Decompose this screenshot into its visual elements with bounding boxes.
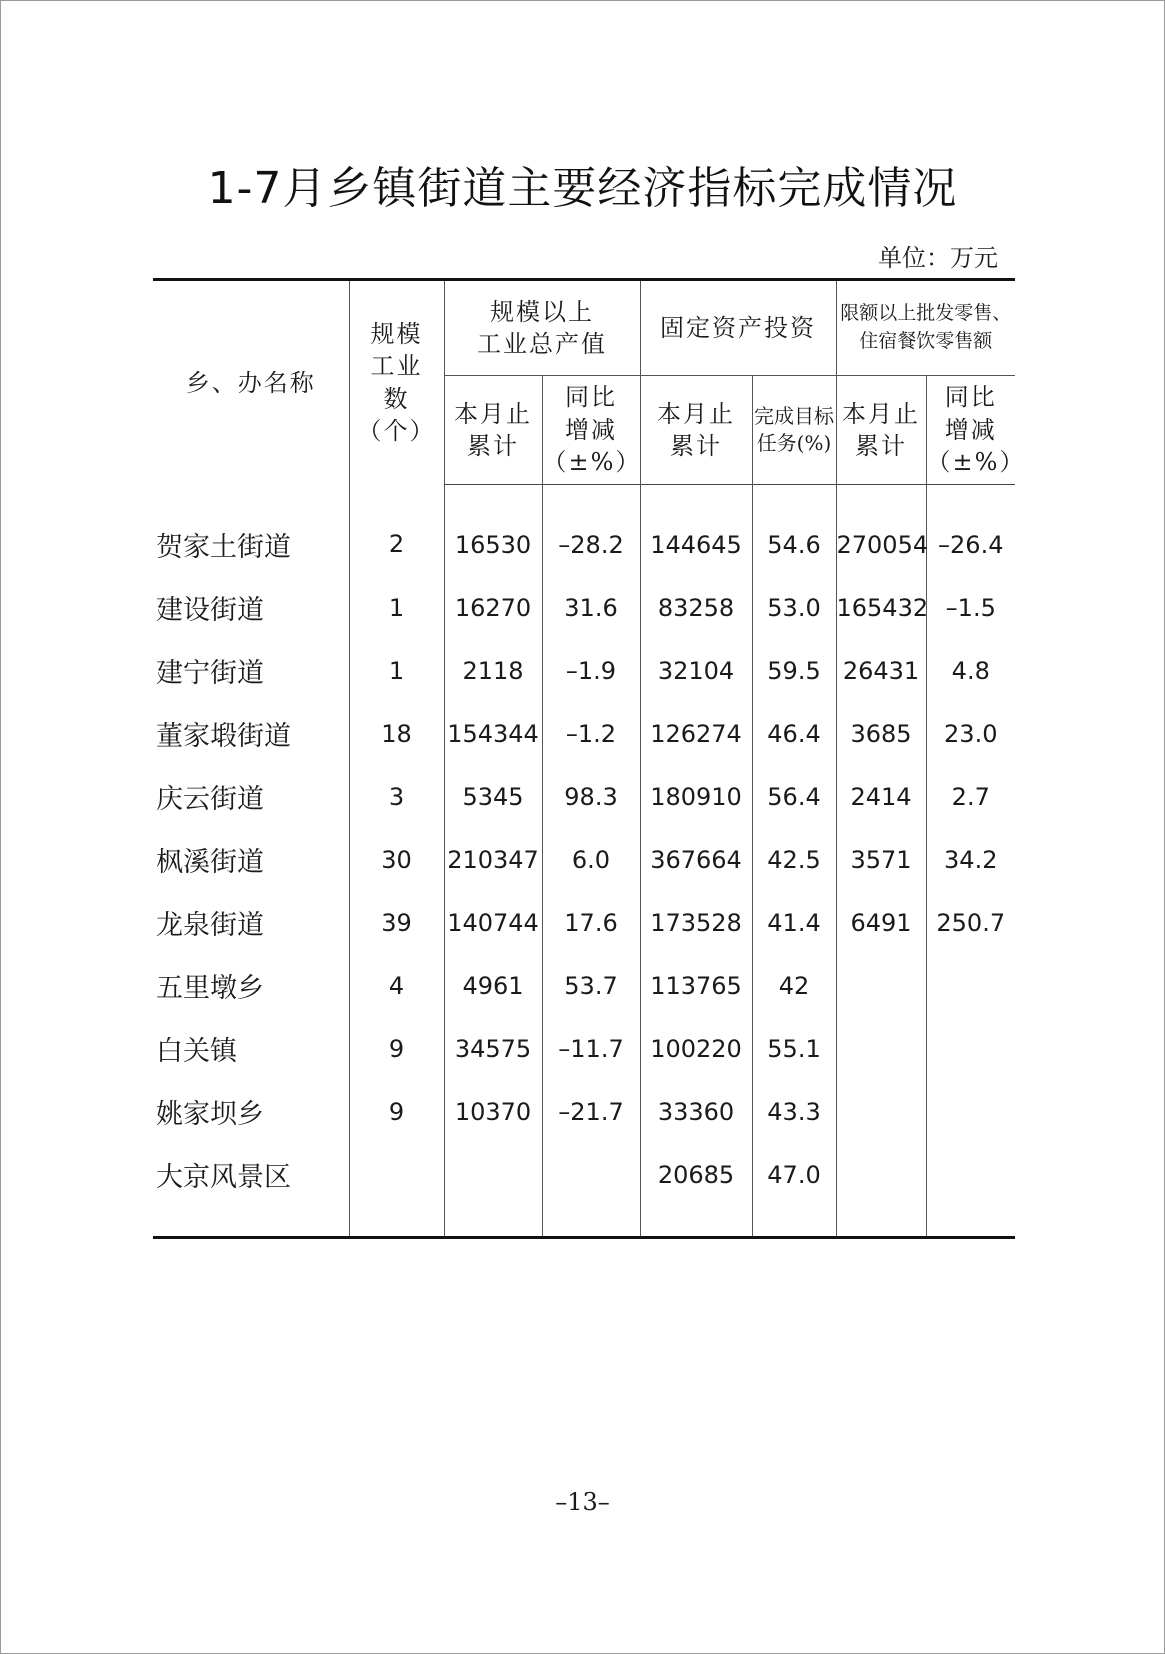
cell-industry-cumulative: 154344 [444, 702, 542, 765]
header-investment-target: 完成目标 任务(%) [752, 376, 836, 485]
cell-retail-yoy [926, 1017, 1015, 1080]
table-row [153, 576, 1015, 639]
cell-investment-cumulative: 180910 [640, 765, 752, 828]
cell-industry-yoy: 53.7 [542, 954, 640, 1017]
cell-retail-cumulative: 6491 [836, 891, 926, 954]
cell-industry-yoy: 31.6 [542, 576, 640, 639]
cell-count: 18 [349, 702, 444, 765]
cell-retail-yoy: 2.7 [926, 765, 1015, 828]
cell-industry-cumulative [444, 1143, 542, 1238]
table-row [153, 1017, 1015, 1080]
cell-industry-cumulative: 2118 [444, 639, 542, 702]
cell-count: 2 [349, 485, 444, 577]
cell-count: 4 [349, 954, 444, 1017]
cell-investment-cumulative: 20685 [640, 1143, 752, 1238]
cell-name: 董家塅街道 [156, 721, 291, 752]
header-retail-group: 限额以上批发零售、 住宿餐饮零售额 [836, 280, 1015, 376]
cell-industry-cumulative: 210347 [444, 828, 542, 891]
table-row [153, 1080, 1015, 1143]
cell-count: 9 [349, 1080, 444, 1143]
cell-industry-yoy: 6.0 [542, 828, 640, 891]
cell-industry-yoy: –11.7 [542, 1017, 640, 1080]
cell-retail-cumulative [836, 954, 926, 1017]
cell-industry-yoy: 98.3 [542, 765, 640, 828]
cell-retail-yoy: –1.5 [926, 576, 1015, 639]
cell-count: 3 [349, 765, 444, 828]
cell-investment-target: 42 [752, 954, 836, 1017]
cell-name: 白关镇 [156, 1036, 237, 1067]
cell-name: 姚家坝乡 [156, 1099, 264, 1130]
cell-investment-target: 47.0 [752, 1143, 836, 1238]
cell-investment-target: 43.3 [752, 1080, 836, 1143]
cell-retail-yoy: 23.0 [926, 702, 1015, 765]
cell-count: 1 [349, 639, 444, 702]
cell-retail-cumulative: 3685 [836, 702, 926, 765]
header-retail-yoy: 同比 增减 （±%） [926, 376, 1015, 485]
cell-count [349, 1143, 444, 1238]
header-retail-cumulative: 本月止 累计 [836, 376, 926, 485]
cell-industry-yoy: 17.6 [542, 891, 640, 954]
cell-industry-cumulative: 10370 [444, 1080, 542, 1143]
header-count: 规模 工业 数 （个） [349, 280, 444, 485]
cell-investment-target: 42.5 [752, 828, 836, 891]
cell-retail-yoy: –26.4 [926, 485, 1015, 577]
cell-retail-cumulative: 3571 [836, 828, 926, 891]
cell-investment-cumulative: 113765 [640, 954, 752, 1017]
unit-label: 单位：万元 [878, 244, 998, 272]
cell-industry-yoy: –1.9 [542, 639, 640, 702]
cell-investment-target: 55.1 [752, 1017, 836, 1080]
cell-count: 9 [349, 1017, 444, 1080]
table-row [153, 954, 1015, 1017]
page-number: –13– [555, 1488, 610, 1516]
cell-retail-cumulative: 165432 [836, 576, 926, 639]
cell-count: 1 [349, 576, 444, 639]
cell-name: 龙泉街道 [156, 910, 264, 941]
cell-retail-yoy [926, 1080, 1015, 1143]
cell-name: 庆云街道 [156, 784, 264, 815]
cell-name: 建设街道 [156, 595, 264, 626]
cell-retail-yoy [926, 954, 1015, 1017]
cell-investment-target: 54.6 [752, 485, 836, 577]
cell-retail-cumulative: 26431 [836, 639, 926, 702]
economic-indicators-table [153, 278, 1026, 1239]
cell-count: 30 [349, 828, 444, 891]
cell-investment-target: 56.4 [752, 765, 836, 828]
table-row [153, 765, 1015, 828]
cell-name: 大京风景区 [153, 1143, 349, 1238]
cell-retail-yoy [926, 1143, 1015, 1238]
cell-retail-cumulative: 2414 [836, 765, 926, 828]
cell-investment-cumulative: 83258 [640, 576, 752, 639]
cell-industry-cumulative: 16270 [444, 576, 542, 639]
cell-industry-cumulative: 4961 [444, 954, 542, 1017]
cell-industry-cumulative: 34575 [444, 1017, 542, 1080]
cell-industry-cumulative: 140744 [444, 891, 542, 954]
cell-name: 建宁街道 [156, 658, 264, 689]
cell-investment-cumulative: 100220 [640, 1017, 752, 1080]
cell-retail-cumulative [836, 1143, 926, 1238]
cell-investment-cumulative: 33360 [640, 1080, 752, 1143]
header-industry-group: 规模以上 工业总产值 [444, 280, 640, 376]
cell-investment-cumulative: 144645 [640, 485, 752, 577]
header-name: 乡、办名称 [153, 280, 349, 485]
cell-industry-yoy [542, 1143, 640, 1238]
header-industry-cumulative: 本月止 累计 [444, 376, 542, 485]
table-row [153, 702, 1015, 765]
cell-retail-yoy: 34.2 [926, 828, 1015, 891]
header-investment-group: 固定资产投资 [640, 280, 836, 376]
cell-retail-cumulative: 270054 [836, 485, 926, 577]
cell-industry-yoy: –21.7 [542, 1080, 640, 1143]
cell-name: 五里墩乡 [156, 973, 264, 1004]
cell-investment-cumulative: 126274 [640, 702, 752, 765]
cell-retail-yoy: 250.7 [926, 891, 1015, 954]
cell-retail-yoy: 4.8 [926, 639, 1015, 702]
table-row [153, 891, 1015, 954]
header-industry-yoy: 同比 增减 （±%） [542, 376, 640, 485]
table-row [153, 1143, 1015, 1238]
cell-count: 39 [349, 891, 444, 954]
header-investment-cumulative: 本月止 累计 [640, 376, 752, 485]
table-row [153, 485, 1015, 577]
cell-investment-target: 46.4 [752, 702, 836, 765]
cell-investment-target: 41.4 [752, 891, 836, 954]
table-row [153, 639, 1015, 702]
cell-retail-cumulative [836, 1080, 926, 1143]
cell-industry-yoy: –28.2 [542, 485, 640, 577]
cell-industry-cumulative: 16530 [444, 485, 542, 577]
cell-name: 枫溪街道 [156, 847, 264, 878]
cell-industry-cumulative: 5345 [444, 765, 542, 828]
cell-investment-cumulative: 173528 [640, 891, 752, 954]
cell-investment-cumulative: 32104 [640, 639, 752, 702]
cell-investment-cumulative: 367664 [640, 828, 752, 891]
cell-industry-yoy: –1.2 [542, 702, 640, 765]
page-title: 1-7月乡镇街道主要经济指标完成情况 [207, 163, 958, 214]
cell-name: 贺家土街道 [156, 531, 291, 563]
table-row [153, 828, 1015, 891]
cell-retail-cumulative [836, 1017, 926, 1080]
cell-investment-target: 59.5 [752, 639, 836, 702]
cell-investment-target: 53.0 [752, 576, 836, 639]
